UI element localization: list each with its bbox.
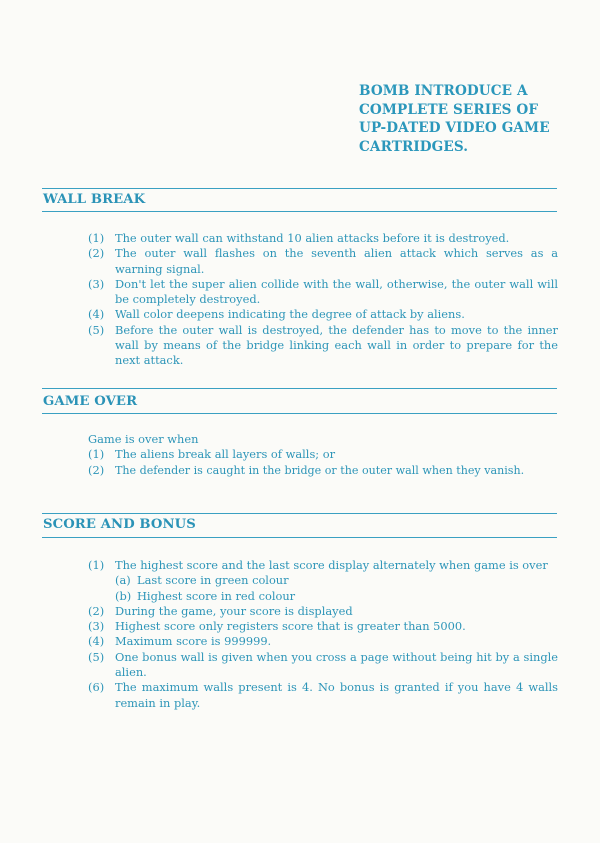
list-item — [88, 277, 558, 308]
list-item — [88, 619, 558, 634]
list-item — [88, 246, 558, 277]
item-number: (5) — [88, 649, 105, 664]
item-number: (2) — [88, 603, 105, 618]
item-text: Maximum score is 999999. — [115, 634, 272, 649]
list-item — [88, 634, 558, 649]
game-over-intro: Game is over when — [88, 432, 199, 446]
section-rule-top — [42, 388, 557, 389]
item-number: (3) — [88, 276, 105, 291]
item-number: (2) — [88, 462, 105, 477]
section-rule-top — [42, 513, 557, 514]
list-item — [88, 323, 558, 369]
list-item — [88, 604, 558, 619]
section-rule-bottom — [42, 537, 557, 538]
item-number: (6) — [88, 680, 105, 695]
item-number: (4) — [88, 307, 105, 322]
sub-item-text: Highest score in red colour — [137, 588, 296, 603]
section-title-score-and-bonus: SCORE AND BONUS — [43, 517, 196, 532]
item-number: (2) — [88, 246, 105, 261]
sub-item-number: (a) — [115, 573, 131, 588]
list-item — [88, 231, 558, 246]
section-rule-bottom — [42, 211, 557, 212]
section-rule-top — [42, 188, 557, 189]
list-item — [88, 558, 558, 573]
headline-line: CARTRIDGES. — [359, 138, 469, 155]
list-item — [88, 463, 568, 478]
headline — [359, 82, 589, 156]
headline-line: BOMB INTRODUCE A — [359, 83, 528, 99]
item-number: (1) — [88, 447, 105, 462]
item-text: Wall color deepens indicating the degree of attack by aliens. — [115, 307, 465, 322]
item-number: (3) — [88, 619, 105, 634]
item-text: The aliens break all layers of walls; or — [115, 447, 336, 462]
item-text: Before the outer wall is destroyed, the defender has to move to the inner wall by means of the bridge linking each wall in order to prepare for the next attack. — [115, 322, 558, 368]
item-text: The outer wall flashes on the seventh alien attack which serves as a warning signal. — [115, 246, 558, 276]
item-text: During the game, your score is displayed — [115, 603, 353, 618]
item-number: (1) — [88, 558, 105, 572]
item-text: The defender is caught in the bridge or the outer wall when they vanish. — [115, 463, 525, 477]
headline-line: UP-DATED VIDEO GAME — [359, 120, 550, 136]
item-text: Don't let the super alien collide with the wall, otherwise, the outer wall will be completely destroyed. — [115, 276, 558, 307]
list-item — [88, 680, 558, 711]
item-text: Highest score only registers score that is greater than 5000. — [115, 619, 466, 634]
list-item — [88, 447, 568, 462]
game-over-list — [88, 432, 568, 478]
sub-list-item — [88, 573, 558, 588]
sub-list-item — [88, 589, 558, 604]
section-rule-bottom — [42, 413, 557, 414]
score-bonus-list — [88, 558, 558, 711]
section-title-wall-break: WALL BREAK — [43, 192, 146, 207]
wall-break-list — [88, 231, 558, 369]
list-item — [88, 307, 558, 322]
item-number: (1) — [88, 231, 105, 245]
sub-item-number: (b) — [115, 588, 132, 603]
item-number: (4) — [88, 634, 105, 649]
section-title-game-over: GAME OVER — [43, 394, 138, 409]
item-number: (5) — [88, 322, 105, 337]
item-text: One bonus wall is given when you cross a page without being hit by a single alien. — [115, 649, 558, 680]
item-text: The outer wall can withstand 10 alien attacks before it is destroyed. — [115, 231, 510, 245]
headline-line: COMPLETE SERIES OF — [359, 101, 539, 118]
item-text: The maximum walls present is 4. No bonus is granted if you have 4 walls remain in play. — [115, 680, 558, 710]
sub-item-text: Last score in green colour — [137, 573, 289, 588]
item-text: The highest score and the last score display alternately when game is over — [115, 558, 548, 572]
list-item — [88, 650, 558, 681]
